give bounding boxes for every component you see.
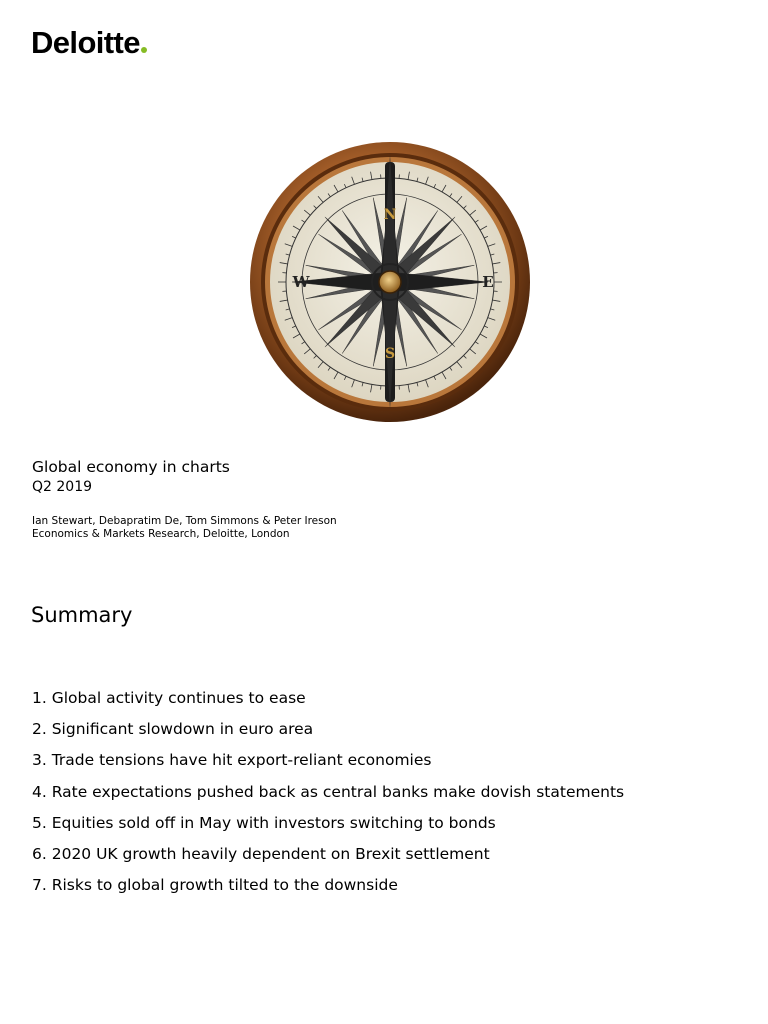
- report-title: Global economy in charts: [32, 458, 230, 476]
- logo-dot: [141, 47, 147, 53]
- summary-list: [32, 688, 742, 906]
- compass-west-letter: W: [292, 273, 310, 291]
- summary-item: 1. Global activity continues to ease: [32, 689, 306, 707]
- compass-north-letter: N: [383, 207, 397, 223]
- summary-item: 3. Trade tensions have hit export-reliant economies: [32, 751, 432, 770]
- compass-south-letter: S: [384, 346, 396, 362]
- summary-item: 5. Equities sold off in May with investors switching to bonds: [32, 813, 496, 832]
- summary-item: 6. 2020 UK growth heavily dependent on Brexit settlement: [32, 844, 490, 863]
- summary-heading: Summary: [31, 603, 133, 627]
- report-authors: Ian Stewart, Debapratim De, Tom Simmons & Peter Ireson: [32, 515, 337, 527]
- logo-wordmark: Deloitte: [31, 25, 140, 60]
- compass-east-letter: E: [482, 273, 494, 291]
- summary-item: 7. Risks to global growth tilted to the downside: [32, 876, 398, 895]
- summary-item: 4. Rate expectations pushed back as central banks make dovish statements: [32, 782, 625, 801]
- compass-image: [245, 137, 535, 427]
- deloitte-logo: [31, 26, 147, 60]
- summary-item: 2. Significant slowdown in euro area: [32, 720, 314, 739]
- report-period: Q2 2019: [32, 479, 93, 495]
- compass-icon: [245, 137, 535, 427]
- report-affiliation: Economics & Markets Research, Deloitte, London: [32, 528, 290, 540]
